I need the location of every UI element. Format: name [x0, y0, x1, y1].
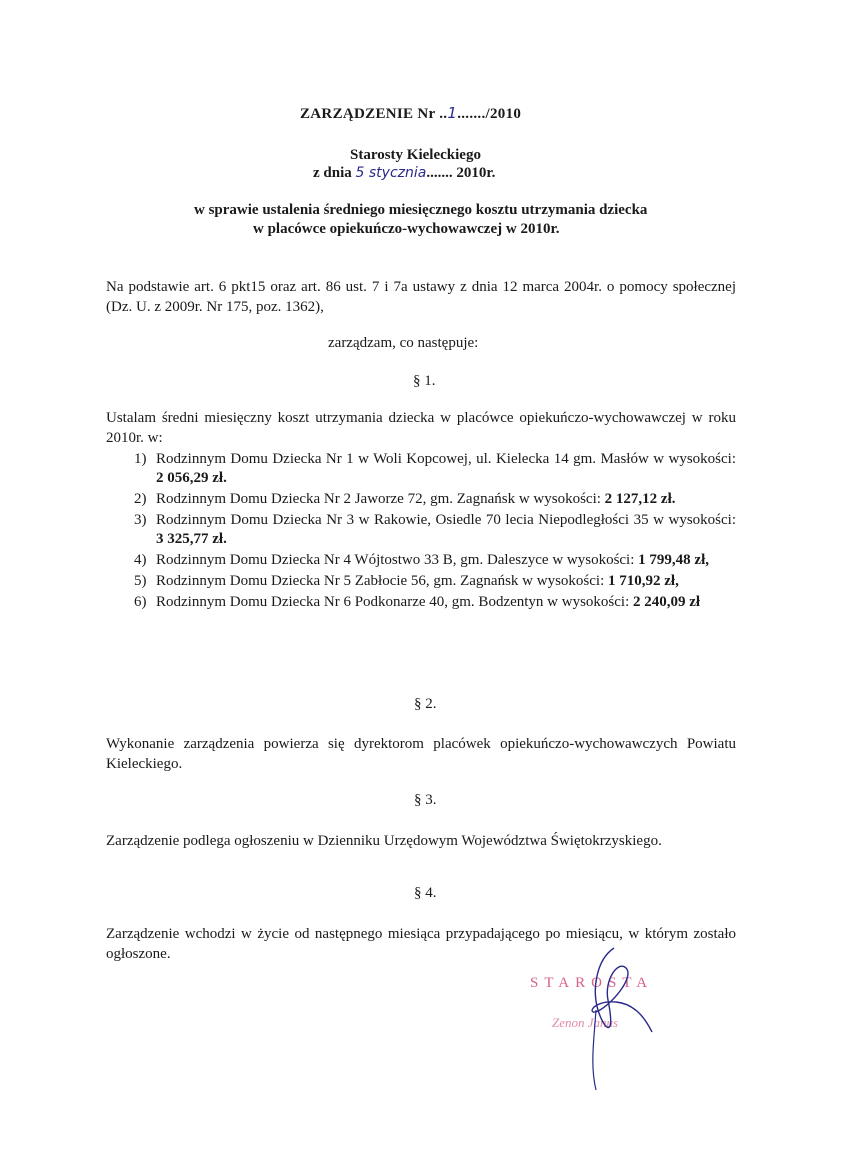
date-prefix: z dnia	[313, 165, 356, 181]
section-3-heading: § 3.	[414, 792, 437, 808]
section-4-heading: § 4.	[414, 885, 437, 901]
section-2-text: Wykonanie zarządzenia powierza się dyrektorom placówek opiekuńczo-wychowawczych Powiatu Kieleckiego.	[106, 736, 736, 772]
decree-phrase: zarządzam, co następuje:	[328, 335, 479, 351]
list-item-amount: 2 127,12 zł.	[604, 491, 676, 507]
section-1-intro: Ustalam średni miesięczny koszt utrzymania dziecka w placówce opiekuńczo-wychowawczej w roku 2010r. w:	[106, 410, 736, 446]
section-4-text: Zarządzenie wchodzi w życie od następnego miesiąca przypadającego po miesiącu, w którym zostało ogłoszone.	[106, 926, 736, 962]
date-suffix: ....... 2010r.	[426, 165, 496, 181]
list-item-number: 3)	[134, 512, 147, 528]
subject-line-2: w placówce opiekuńczo-wychowawczej w 2010r.	[253, 221, 560, 237]
list-item-number: 2)	[134, 491, 147, 507]
list-item-text: Rodzinnym Domu Dziecka Nr 1 w Woli Kopcowej, ul. Kielecka 14 gm. Masłów w wysokości:	[156, 451, 736, 467]
list-item	[106, 593, 736, 612]
list-item-amount: 2 056,29 zł.	[156, 470, 227, 486]
subject-line-1: w sprawie ustalenia średniego miesięcznego kosztu utrzymania dziecka	[194, 202, 648, 218]
title	[300, 104, 521, 123]
list-item-number: 5)	[134, 573, 147, 589]
list-item	[106, 551, 736, 570]
title-suffix: ......./2010	[457, 106, 522, 122]
issuer: Starosty Kieleckiego	[350, 147, 481, 163]
list-item-number: 6)	[134, 594, 147, 610]
signature-icon	[556, 940, 676, 1100]
list-item-amount: 1 710,92 zł,	[608, 573, 679, 589]
list-item-text: Rodzinnym Domu Dziecka Nr 5 Zabłocie 56, gm. Zagnańsk w wysokości:	[156, 573, 608, 589]
issue-date	[313, 165, 495, 182]
title-prefix: ZARZĄDZENIE Nr ..	[300, 106, 448, 122]
list-item-text: Rodzinnym Domu Dziecka Nr 2 Jaworze 72, gm. Zagnańsk w wysokości:	[156, 491, 605, 507]
list-item-text: Rodzinnym Domu Dziecka Nr 6 Podkonarze 40, gm. Bodzentyn w wysokości:	[156, 594, 634, 610]
list-item	[106, 511, 736, 549]
list-item-text: Rodzinnym Domu Dziecka Nr 3 w Rakowie, Osiedle 70 lecia Niepodległości 35 w wysokości:	[156, 512, 736, 528]
date-handwritten: 5 stycznia	[355, 165, 427, 181]
list-item	[106, 450, 736, 488]
list-item-number: 1)	[134, 451, 147, 467]
section-2-heading: § 2.	[414, 696, 437, 712]
list-item-number: 4)	[134, 552, 147, 568]
section-1-heading: § 1.	[413, 373, 436, 389]
list-item-amount: 2 240,09 zł	[633, 594, 701, 610]
legal-basis: Na podstawie art. 6 pkt15 oraz art. 86 ust. 7 i 7a ustawy z dnia 12 marca 2004r. o pomocy społecznej (Dz. U. z 2009r. Nr 175, poz. 1362),	[106, 279, 736, 315]
title-number: 1	[447, 104, 458, 122]
list-item-amount: 1 799,48 zł,	[638, 552, 709, 568]
list-item	[106, 490, 736, 509]
stamp-name: Zenon Janus	[552, 1015, 619, 1030]
list-item-amount: 3 325,77 zł.	[156, 531, 227, 547]
stamp-title: STAROSTA	[530, 975, 654, 991]
list-item	[106, 572, 736, 591]
section-3-text: Zarządzenie podlega ogłoszeniu w Dzienniku Urzędowym Województwa Świętokrzyskiego.	[106, 833, 662, 849]
list-item-text: Rodzinnym Domu Dziecka Nr 4 Wójtostwo 33 B, gm. Daleszyce w wysokości:	[156, 552, 639, 568]
cost-list	[106, 450, 736, 614]
